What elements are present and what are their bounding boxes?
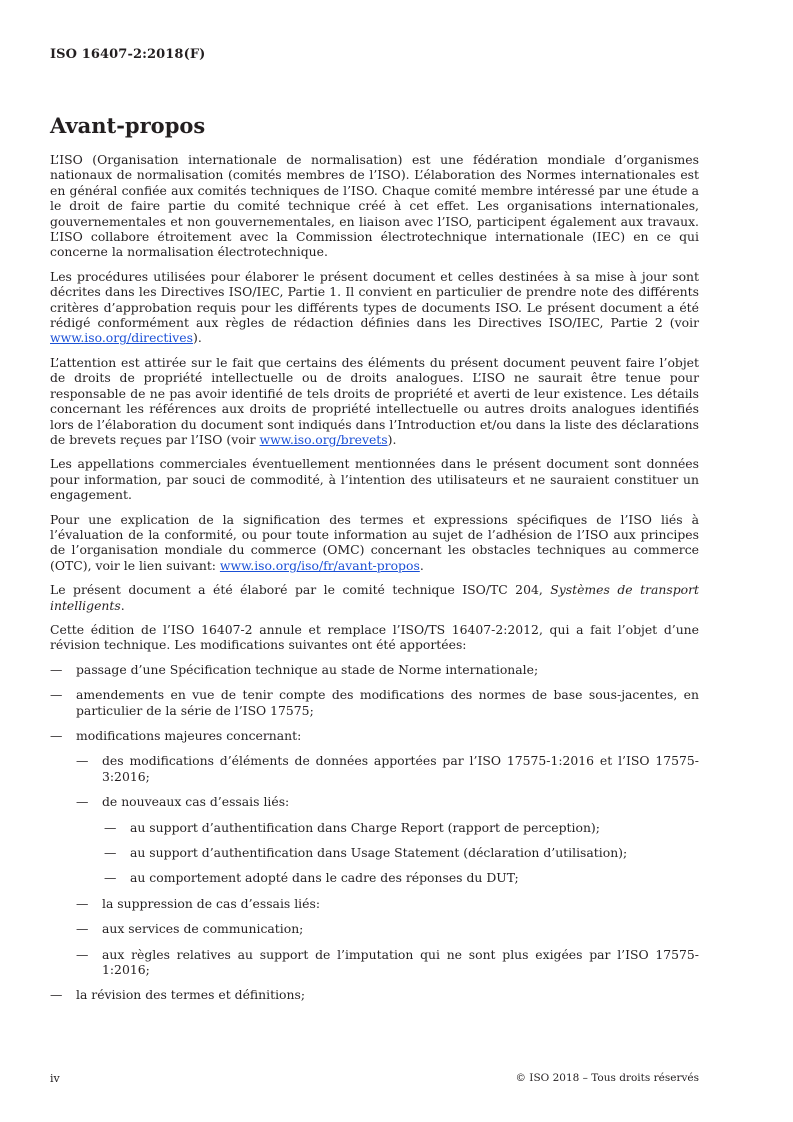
changes-list [50,662,699,1003]
dash-marker: — [104,819,117,835]
list-item-text: aux règles relatives au support de l’imputation qui ne sont plus exigées par l’ISO 17575-1:2016; [102,946,699,978]
page-number: iv [50,1072,60,1085]
foreword-link[interactable]: www.iso.org/iso/fr/avant-propos [219,557,420,573]
paragraph-committee-end: . [120,597,125,613]
list-item [50,687,699,718]
list-item [50,820,699,835]
list-item-text: amendements en vue de tenir compte des modifications des normes de base sous-jacentes, en particulier de la série de l’ISO 17575; [76,687,699,718]
list-item-text: au comportement adopté dans le cadre des réponses du DUT; [130,870,519,886]
list-item [50,987,699,1002]
list-item [50,845,699,860]
list-item [50,794,699,809]
dash-marker: — [50,987,63,1003]
dash-marker: — [50,687,63,703]
paragraph-committee-text: Le présent document a été élaboré par le comité technique ISO/TC 204, [50,582,551,598]
list-item-text: au support d’authentification dans Usage Statement (déclaration d’utilisation); [130,845,628,861]
paragraph-committee [50,582,699,613]
page-title: Avant-propos [50,113,206,138]
dash-marker: — [76,946,89,962]
copyright-notice: © ISO 2018 – Tous droits réservés [515,1072,699,1084]
paragraph-procedures [50,269,699,346]
dash-marker: — [76,794,89,810]
list-item-text: la révision des termes et définitions; [76,987,306,1003]
list-item [50,896,699,911]
list-item [50,947,699,978]
list-item [50,753,699,784]
document-id: ISO 16407-2:2018(F) [50,47,206,62]
paragraph-procedures-end: ). [193,330,202,346]
patents-link[interactable]: www.iso.org/brevets [259,431,388,447]
list-item [50,870,699,885]
directives-link[interactable]: www.iso.org/directives [50,330,193,346]
list-item-text: des modifications d’éléments de données apportées par l’ISO 17575-1:2016 et l’ISO 17575-3:2016; [102,753,699,784]
dash-marker: — [104,845,117,861]
paragraph-iso-intro: L’ISO (Organisation internationale de normalisation) est une fédération mondiale d’organismes nationaux de normalisation (comités membres de l’ISO). L’élaboration des Normes internationales est en général confiée aux comités techniques de l’ISO. Chaque comité membre intéressé par une étude a le droit de faire partie du comité technique créé à cet effet. Les organisations internationales, gouvernementales et non gouvernementales, en liaison avec l’ISO, participent également aux travaux. L’ISO collabore étroitement avec la Commission électrotechnique internationale (IEC) en ce qui concerne la normalisation électrotechnique. [50,152,699,260]
dash-marker: — [50,661,63,677]
list-item-text: passage d’une Spécification technique au stade de Norme internationale; [76,661,539,677]
paragraph-edition: Cette édition de l’ISO 16407-2 annule et remplace l’ISO/TS 16407-2:2012, qui a fait l’objet d’une révision technique. Les modifications suivantes ont été apportées: [50,621,699,653]
paragraph-patents-end: ). [387,431,397,447]
dash-marker: — [50,728,63,743]
dash-marker: — [76,895,89,911]
paragraph-procedures-text: Les procédures utilisées pour élaborer le présent document et celles destinées à sa mise à jour sont décrites dans les Directives ISO/IEC, Partie 1. Il convient en particulier de prendre note des différents critères d’approbation requis pour les différents types de documents ISO. Le présent document a été rédigé conformément aux règles de rédaction définies dans les Directives ISO/IEC, Partie 2 (voir [50,268,699,331]
dash-marker: — [104,870,117,886]
paragraph-trade-names: Les appellations commerciales éventuellement mentionnées dans le présent document sont données pour information, par souci de commodité, à l’intention des utilisateurs et ne sauraient constituer un engagement. [50,456,699,503]
dash-marker: — [76,753,89,769]
foreword-content [50,152,699,1013]
list-item-text: la suppression de cas d’essais liés: [102,895,320,911]
paragraph-patents [50,355,699,447]
list-item [50,921,699,936]
list-item [50,662,699,677]
dash-marker: — [76,921,89,937]
list-item-text: aux services de communication; [102,921,304,937]
committee-name: Systèmes de transport intelligents [50,582,699,613]
list-item-text: modifications majeures concernant: [76,728,302,743]
paragraph-conformity-end: . [419,557,424,573]
paragraph-conformity [50,512,699,574]
list-item-text: de nouveaux cas d’essais liés: [102,794,290,810]
list-item-text: au support d’authentification dans Charge Report (rapport de perception); [130,819,600,835]
paragraph-conformity-text: Pour une explication de la signification des termes et expressions spécifiques de l’ISO liés à l’évaluation de la conformité, ou pour toute information au sujet de l’adhésion de l’ISO aux principes de l’organisation mondiale du commerce (OMC) concernant les obstacles techniques au commerce (OTC), voir le lien suivant: [50,511,699,573]
list-item [50,728,699,743]
paragraph-patents-text: L’attention est attirée sur le fait que certains des éléments du présent document peuvent faire l’objet de droits de propriété intellectuelle ou de droits analogues. L’ISO ne saurait être tenue pour responsable de ne pas avoir identifié de tels droits de propriété et averti de leur existence. Les détails concernant les références aux droits de propriété intellectuelle ou autres droits analogues identifiés lors de l’élaboration du document sont indiqués dans l’Introduction et/ou dans la liste des déclarations de brevets reçues par l’ISO (voir [50,354,699,447]
